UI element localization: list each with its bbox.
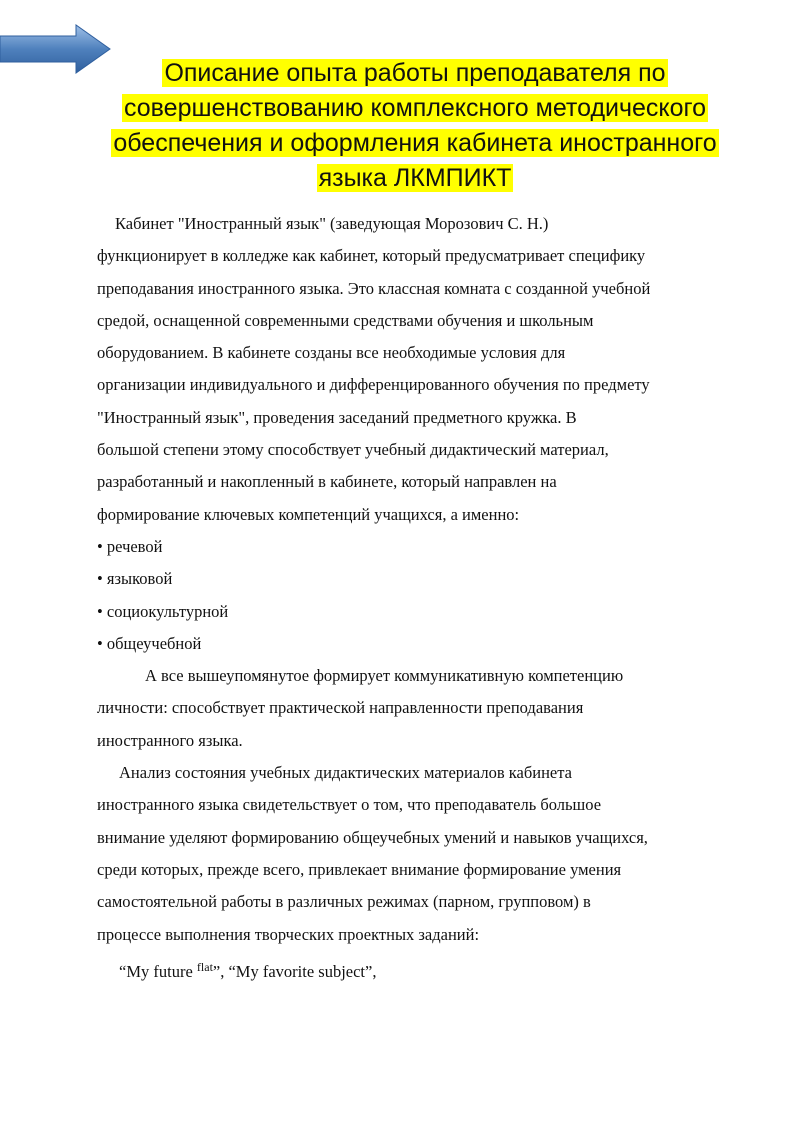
body-line: самостоятельной работы в различных режимах (парном, групповом) в xyxy=(97,892,591,912)
body-line: организации индивидуального и дифференцированного обучения по предмету xyxy=(97,375,650,395)
body-line: большой степени этому способствует учебный дидактический материал, xyxy=(97,440,609,460)
title-line-3: обеспечения и оформления кабинета иностранного xyxy=(113,129,717,157)
bullet-item: • общеучебной xyxy=(97,633,202,653)
last-line-part-1: “My future xyxy=(119,961,197,981)
page-title xyxy=(110,56,720,196)
bullet-item: • социокультурной xyxy=(97,601,229,621)
last-line-superscript: flat xyxy=(196,959,213,974)
body-line: разработанный и накопленный в кабинете, который направлен на xyxy=(97,472,557,492)
body-line: среди которых, прежде всего, привлекает внимание формирование умения xyxy=(97,859,622,879)
body-line: внимание уделяют формированию общеучебных умений и навыков учащихся, xyxy=(97,827,648,847)
body-line: иностранного языка. xyxy=(97,730,243,750)
bullet-item: • языковой xyxy=(97,569,173,589)
title-line-4: языка ЛКМПИКТ xyxy=(318,164,512,192)
body-line: оборудованием. В кабинете созданы все необходимые условия для xyxy=(97,343,566,363)
bullet-item: • речевой xyxy=(97,536,163,556)
body-line: средой, оснащенной современными средствами обучения и школьным xyxy=(97,310,594,330)
title-line-1: Описание опыта работы преподавателя по xyxy=(164,59,666,87)
last-line-part-2: ”, “My favorite subject”, xyxy=(212,961,377,981)
body-line: формирование ключевых компетенций учащихся, а именно: xyxy=(97,504,520,524)
body-line: личности: способствует практической направленности преподавания xyxy=(97,698,584,718)
body-line: иностранного языка свидетельствует о том, что преподаватель большое xyxy=(97,795,602,815)
body-line: процессе выполнения творческих проектных заданий: xyxy=(97,924,480,944)
body-line: Анализ состояния учебных дидактических материалов кабинета xyxy=(119,763,572,783)
body-line: "Иностранный язык", проведения заседаний предметного кружка. В xyxy=(97,407,577,427)
document-body xyxy=(97,208,737,983)
body-line: Кабинет "Иностранный язык" (заведующая Морозович С. Н.) xyxy=(115,214,549,233)
right-arrow-icon xyxy=(0,24,112,74)
body-line: преподавания иностранного языка. Это классная комната с созданной учебной xyxy=(97,278,651,298)
body-line: А все вышеупомянутое формирует коммуникативную компетенцию xyxy=(145,666,624,686)
title-line-2: совершенствованию комплексного методического xyxy=(123,94,707,122)
last-line xyxy=(97,951,737,983)
body-line: функционирует в колледже как кабинет, который предусматривает специфику xyxy=(97,246,646,266)
